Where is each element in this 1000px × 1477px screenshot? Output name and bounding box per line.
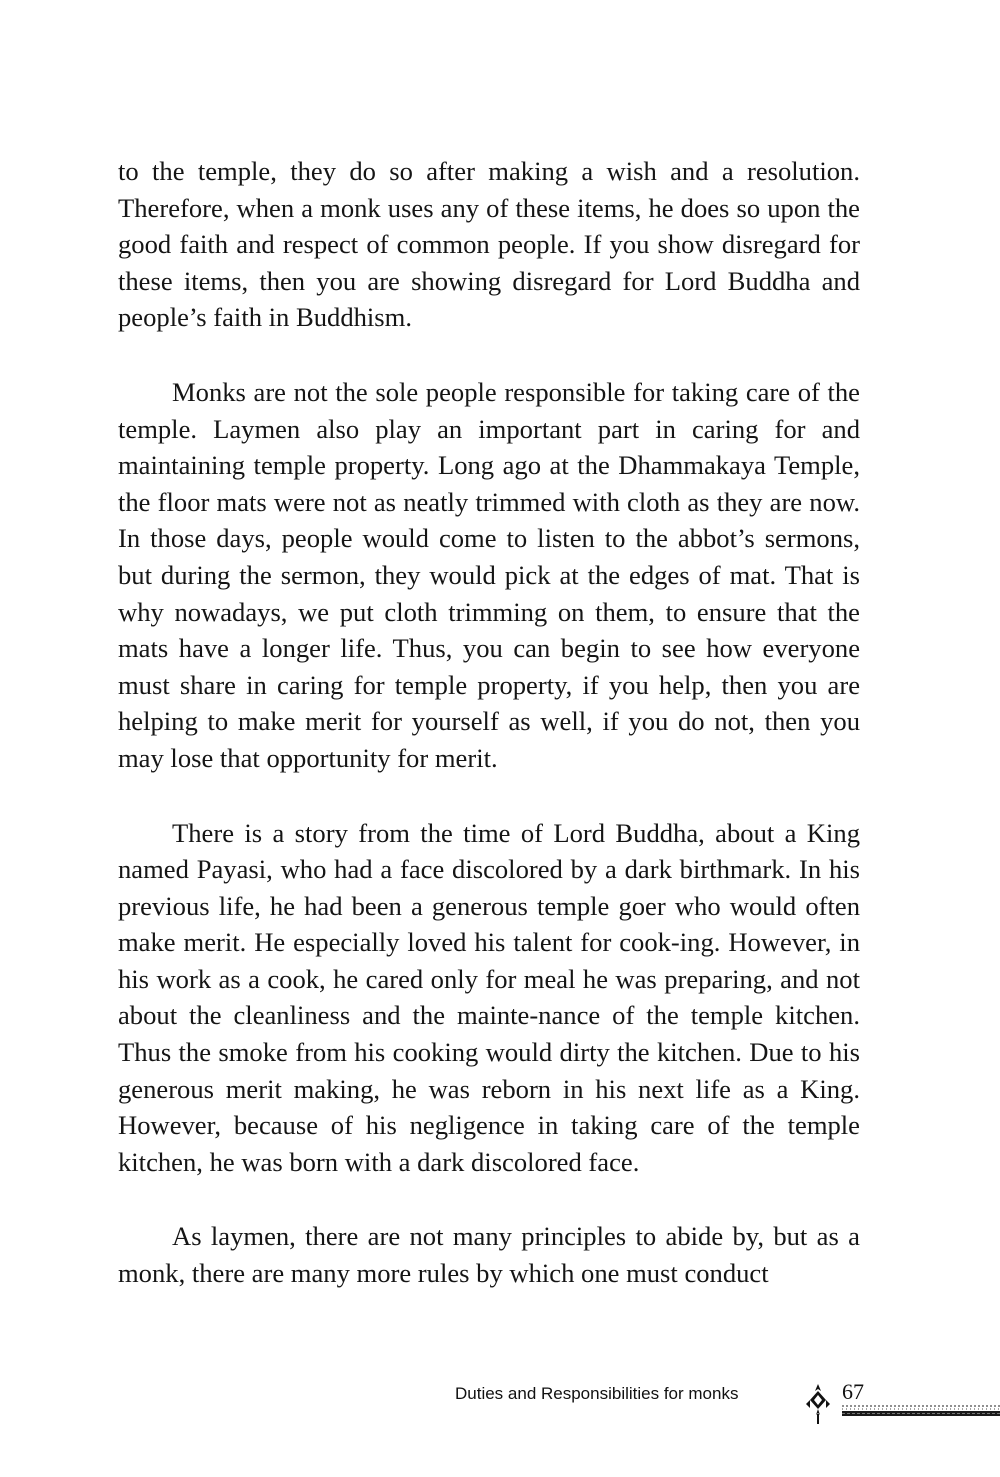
- page-body: [118, 153, 860, 1330]
- footer-decorative-rule: [842, 1404, 1000, 1418]
- page-number: 67: [842, 1379, 864, 1404]
- lotus-ornament-icon: [806, 1382, 830, 1426]
- running-footer-title: Duties and Responsibilities for monks: [455, 1384, 739, 1403]
- paragraph-1: to the temple, they do so after making a wish and a resolution. Therefore, when a monk uses any of these items, he does so upon the good faith and respect of common people. If you show disregard for these items, then you are showing disregard for Lord Buddha and people’s faith in Buddhism.: [118, 156, 860, 333]
- paragraph-2: Monks are not the sole people responsible for taking care of the temple. Laymen also play an important part in caring for and maintaining temple property. Long ago at the Dhammakaya Temple, the floor mats were not as neatly trimmed with cloth as they are now. In those days, people would come to listen to the abbot’s sermons, but during the sermon, they would pick at the edges of mat. That is why nowadays, we put cloth trimming on them, to ensure that the mats have a longer life. Thus, you can begin to see how everyone must share in caring for temple property, if you help, then you are helping to make merit for yourself as well, if you do not, then you may lose that opportunity for merit.: [118, 376, 860, 773]
- paragraph-3: There is a story from the time of Lord Buddha, about a King named Payasi, who had a face discolored by a dark birthmark. In his previous life, he had been a generous temple goer who would often make merit. He especially loved his talent for cook-ing. However, in his work as a cook, he cared only for meal he was preparing, and not about the cleanliness and the mainte-nance of the temple kitchen. Thus the smoke from his cooking would dirty the kitchen. Due to his generous merit making, he was reborn in his next life as a King. However, because of his negligence in taking care of the temple kitchen, he was born with a dark discolored face.: [118, 817, 860, 1177]
- page-footer: [0, 1380, 1000, 1440]
- paragraph-4: As laymen, there are not many principles to abide by, but as a monk, there are many more rules by which one must conduct: [118, 1221, 860, 1289]
